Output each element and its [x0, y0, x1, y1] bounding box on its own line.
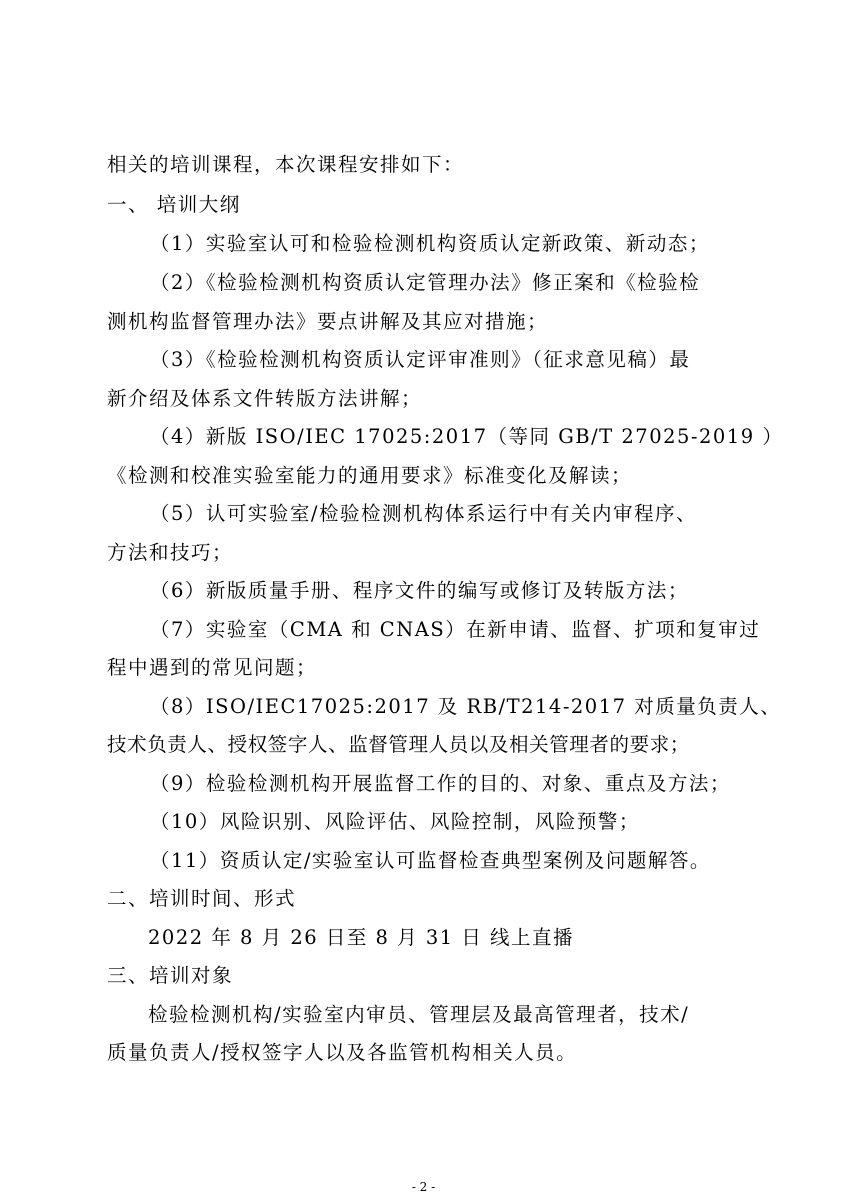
section-heading-time: 二、培训时间、形式 [107, 887, 297, 910]
outline-item-8-cont: 技术负责人、授权签字人、监督管理人员以及相关管理者的要求； [107, 733, 690, 756]
outline-item-4-cont: 《检测和校准实验室能力的通用要求》标准变化及解读； [107, 464, 633, 487]
section-heading-outline: 一、 培训大纲 [107, 193, 241, 216]
intro-tail: 相关的培训课程，本次课程安排如下： [107, 153, 465, 176]
outline-item-2: （2）《检验检测机构资质认定管理办法》修正案和《检验检 [150, 271, 701, 294]
outline-item-10: （10）风险识别、风险评估、风险控制，风险预警； [150, 810, 640, 833]
outline-item-3-cont: 新介绍及体系文件转版方法讲解； [107, 387, 423, 410]
outline-item-5: （5）认可实验室/检验检测机构体系运行中有关内审程序、 [150, 502, 697, 525]
outline-item-3: （3）《检验检测机构资质认定评审准则》（征求意见稿）最 [150, 348, 691, 371]
training-time-text: 2022 年 8 月 26 日至 8 月 31 日 线上直播 [148, 926, 575, 949]
outline-item-7-cont: 程中遇到的常见问题； [107, 656, 318, 679]
outline-item-6: （6）新版质量手册、程序文件的编写或修订及转版方法； [150, 579, 689, 602]
audience-text-line1: 检验检测机构/实验室内审员、管理层及最高管理者，技术/ [148, 1003, 690, 1026]
outline-item-5-cont: 方法和技巧； [107, 541, 234, 564]
outline-item-2-cont: 测机构监督管理办法》要点讲解及其应对措施； [107, 310, 549, 333]
outline-item-8: （8）ISO/IEC17025:2017 及 RB/T214-2017 对质量负责人、 [150, 695, 782, 718]
outline-item-11: （11）资质认定/实验室认可监督检查典型案例及问题解答。 [150, 849, 711, 872]
outline-item-7: （7）实验室（CMA 和 CNAS）在新申请、监督、扩项和复审过 [150, 618, 761, 641]
page-number: - 2 - [411, 1180, 436, 1194]
section-heading-audience: 三、培训对象 [107, 964, 234, 987]
outline-item-9: （9）检验检测机构开展监督工作的目的、对象、重点及方法； [150, 772, 731, 795]
outline-item-1: （1）实验室认可和检验检测机构资质认定新政策、新动态； [150, 232, 710, 255]
outline-item-4: （4）新版 ISO/IEC 17025:2017（等同 GB/T 27025-2019 ） [150, 425, 784, 448]
audience-text-line2: 质量负责人/授权签字人以及各监管机构相关人员。 [107, 1041, 578, 1064]
